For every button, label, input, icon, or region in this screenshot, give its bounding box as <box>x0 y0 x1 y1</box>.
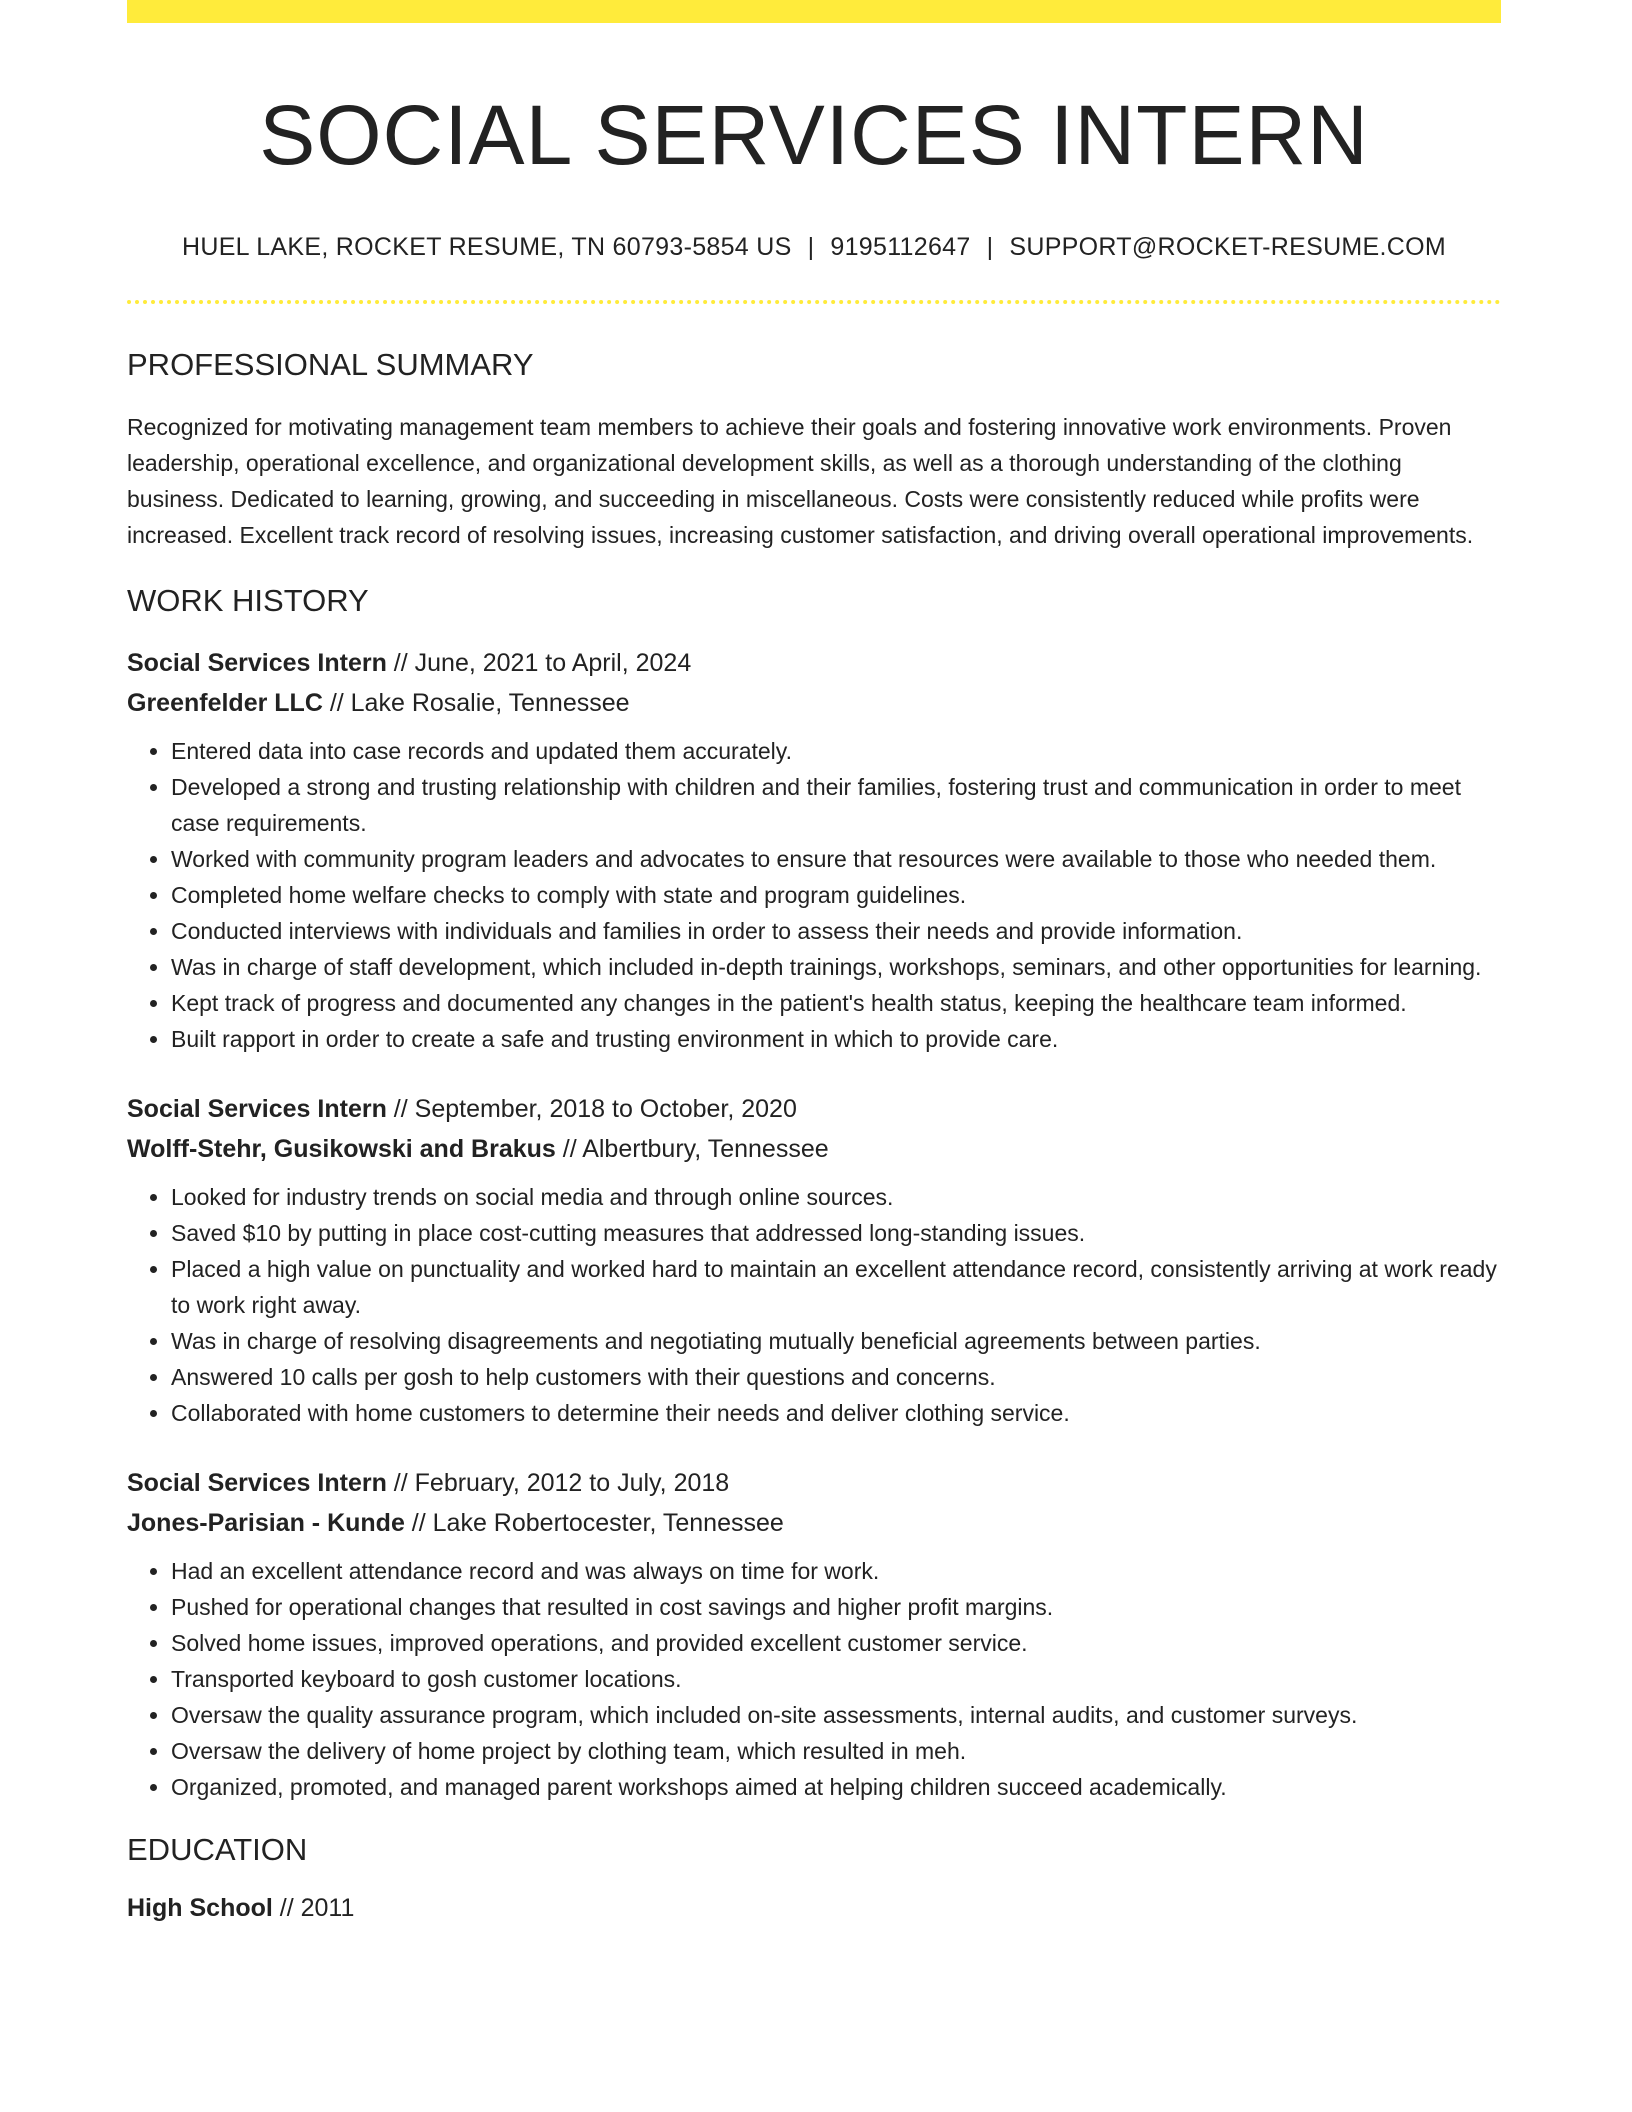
job-title-line <box>127 1463 1501 1503</box>
job-bullets <box>127 1553 1501 1805</box>
contact-email: SUPPORT@ROCKET-RESUME.COM <box>1009 232 1447 261</box>
job-bullet: • Solved home issues, improved operations, and provided excellent customer service. <box>171 1625 1501 1661</box>
education-year: // 2011 <box>272 1894 355 1923</box>
job-company: Greenfelder LLC <box>127 689 323 718</box>
job-entry <box>127 1463 1501 1805</box>
job-location: // Lake Robertocester, Tennessee <box>404 1509 784 1538</box>
job-bullet: • Answered 10 calls per gosh to help customers with their questions and concerns. <box>171 1359 1501 1395</box>
job-bullet: • Transported keyboard to gosh customer locations. <box>171 1661 1501 1697</box>
job-bullet: • Pushed for operational changes that resulted in cost savings and higher profit margins. <box>171 1589 1501 1625</box>
job-company: Jones-Parisian - Kunde <box>127 1509 405 1538</box>
job-dates: // September, 2018 to October, 2020 <box>386 1095 797 1124</box>
job-company-line <box>127 1503 1501 1543</box>
job-bullet: • Looked for industry trends on social media and through online sources. <box>171 1179 1501 1215</box>
job-bullets <box>127 1179 1501 1431</box>
job-dates: // June, 2021 to April, 2024 <box>386 649 692 678</box>
job-entry <box>127 643 1501 1057</box>
contact-phone: 9195112647 <box>830 232 971 261</box>
job-bullet: • Oversaw the quality assurance program, which included on-site assessments, internal audits, and customer surveys. <box>171 1697 1501 1733</box>
summary-heading: PROFESSIONAL SUMMARY <box>127 346 534 382</box>
job-company-line <box>127 1129 1501 1169</box>
job-bullet: • Developed a strong and trusting relationship with children and their families, fostering trust and communication in order to meet case requirements. <box>171 769 1501 841</box>
education-heading: EDUCATION <box>127 1832 308 1868</box>
contact-address: HUEL LAKE, ROCKET RESUME, TN 60793-5854 US <box>181 232 792 261</box>
job-role: Social Services Intern <box>127 1095 387 1124</box>
candidate-name: SOCIAL SERVICES INTERN <box>259 88 1369 182</box>
job-bullet: • Conducted interviews with individuals and families in order to assess their needs and provide information. <box>171 913 1501 949</box>
job-bullet: • Kept track of progress and documented any changes in the patient's health status, keeping the healthcare team informed. <box>171 985 1501 1021</box>
job-entry <box>127 1089 1501 1431</box>
education-degree: High School <box>127 1894 273 1923</box>
job-bullet: • Worked with community program leaders and advocates to ensure that resources were available to those who needed them. <box>171 841 1501 877</box>
job-role: Social Services Intern <box>127 649 387 678</box>
job-company-line <box>127 683 1501 723</box>
job-bullet: • Built rapport in order to create a safe and trusting environment in which to provide care. <box>171 1021 1501 1057</box>
job-bullet: • Collaborated with home customers to determine their needs and deliver clothing service. <box>171 1395 1501 1431</box>
job-bullet: • Placed a high value on punctuality and worked hard to maintain an excellent attendance record, consistently arriving at work ready to work right away. <box>171 1251 1501 1323</box>
job-dates: // February, 2012 to July, 2018 <box>386 1469 730 1498</box>
header-divider <box>127 300 1501 304</box>
summary-text: Recognized for motivating management team members to achieve their goals and fostering innovative work environments. Proven leadership, operational excellence, and organizational development skills, as well as a thorough understanding of the clothing business. Dedicated to learning, growing, and succeeding in miscellaneous. Costs were consistently reduced while profits were increased. Excellent track record of resolving issues, increasing customer satisfaction, and driving overall operational improvements. <box>127 413 1474 548</box>
contact-line <box>127 232 1501 262</box>
job-title-line <box>127 643 1501 683</box>
job-bullet: • Was in charge of staff development, which included in-depth trainings, workshops, seminars, and other opportunities for learning. <box>171 949 1501 985</box>
job-role: Social Services Intern <box>127 1469 387 1498</box>
job-bullet: • Saved $10 by putting in place cost-cutting measures that addressed long-standing issues. <box>171 1215 1501 1251</box>
job-bullet: • Organized, promoted, and managed parent workshops aimed at helping children succeed academically. <box>171 1769 1501 1805</box>
accent-bar <box>127 0 1501 23</box>
education-entry <box>127 1888 1501 1928</box>
contact-separator: | <box>807 232 815 261</box>
job-location: // Albertbury, Tennessee <box>555 1135 829 1164</box>
job-bullet: • Had an excellent attendance record and was always on time for work. <box>171 1553 1501 1589</box>
job-bullet: • Entered data into case records and updated them accurately. <box>171 733 1501 769</box>
job-title-line <box>127 1089 1501 1129</box>
job-company: Wolff-Stehr, Gusikowski and Brakus <box>127 1135 556 1164</box>
job-bullets <box>127 733 1501 1057</box>
contact-separator: | <box>986 232 994 261</box>
job-bullet: • Oversaw the delivery of home project by clothing team, which resulted in meh. <box>171 1733 1501 1769</box>
job-bullet: • Was in charge of resolving disagreements and negotiating mutually beneficial agreements between parties. <box>171 1323 1501 1359</box>
work-history-heading: WORK HISTORY <box>127 582 369 618</box>
resume-page <box>127 0 1501 1928</box>
job-location: // Lake Rosalie, Tennessee <box>322 689 630 718</box>
job-bullet: • Completed home welfare checks to comply with state and program guidelines. <box>171 877 1501 913</box>
